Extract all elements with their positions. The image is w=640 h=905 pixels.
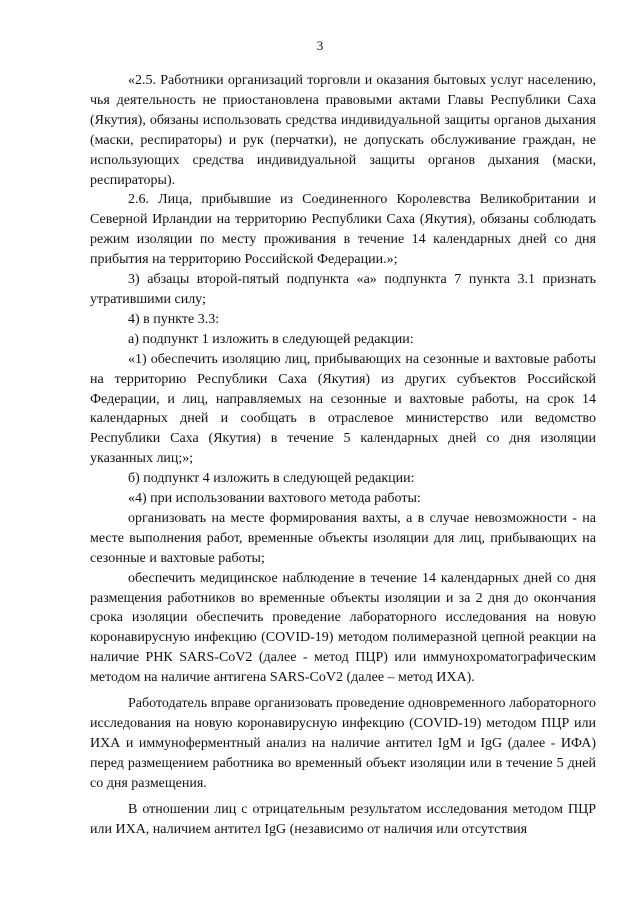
- paragraph-negative-results: В отношении лиц с отрицательным результатом исследования методом ПЦР или ИХА, наличием антител IgG (независимо от наличия или отсутствия: [90, 801, 596, 837]
- paragraph-2-6: 2.6. Лица, прибывшие из Соединенного Королевства Великобритании и Северной Ирландии на территорию Республики Саха (Якутия), обязаны соблюдать режим изоляции по месту проживания в течение 14 календарных дней со дня прибытия на территорию Российской Федерации.»;: [90, 192, 596, 268]
- paragraph-2-5: «2.5. Работники организаций торговли и оказания бытовых услуг населению, чья деятельность не приостановлена правовыми актами Главы Республики Саха (Якутия), обязаны использовать средства индивидуальной защиты органов дыхания (маски, респираторы) и рук (перчатки), не допускать обслуживание граждан, не использующих средства индивидуальной защиты органов дыхания (маски, респираторы).: [90, 73, 596, 188]
- paragraph-subitem-a: а) подпункт 1 изложить в следующей редакции:: [128, 331, 414, 347]
- document-body: [90, 71, 596, 839]
- paragraph-employer-rights: Работодатель вправе организовать проведение одновременного лабораторного исследования на новую коронавирусную инфекцию (COVID-19) методом ПЦР или ИХА и иммуноферментный анализ на наличие антител IgM и IgG (далее - ИФА) перед размещением работника во временный объект изоляции или в течение 5 дней со дня размещения.: [90, 696, 596, 791]
- paragraph-medical-observation: обеспечить медицинское наблюдение в течение 14 календарных дней со дня размещения работников во временные объекты изоляции и за 2 дня до окончания срока изоляции обеспечить проведение лабораторного исследования на новую коронавирусную инфекцию (COVID-19) методом полимеразной цепной реакции на наличие РНК SARS-CoV2 (далее - метод ПЦР) или иммунохроматографическим методом на наличие антигена SARS-CoV2 (далее – метод ИХА).: [90, 570, 596, 686]
- paragraph-isolation-objects: организовать на месте формирования вахты, а в случае невозможности - на месте выполнения работ, временные объекты изоляции для лиц, прибывающих на сезонные и вахтовые работы;: [90, 510, 596, 566]
- paragraph-item-4: 4) в пункте 3.3:: [128, 311, 220, 327]
- paragraph-point-1: «1) обеспечить изоляцию лиц, прибывающих на сезонные и вахтовые работы на территорию Республики Саха (Якутия) из других субъектов Российской Федерации, и лиц, направляемых на сезонные и вахтовые работы, на срок 14 календарных дней и сообщать в отраслевое министерство или ведомство Республики Саха (Якутия) в течение 5 календарных дней со дня изоляции указанных лиц;»;: [90, 351, 596, 467]
- paragraph-subitem-b: б) подпункт 4 изложить в следующей редакции:: [128, 471, 415, 487]
- paragraph-item-3: 3) абзацы второй-пятый подпункта «а» подпункта 7 пункта 3.1 признать утратившими силу;: [90, 272, 596, 307]
- paragraph-point-4: «4) при использовании вахтового метода работы:: [128, 491, 421, 507]
- page-number: 3: [316, 38, 324, 53]
